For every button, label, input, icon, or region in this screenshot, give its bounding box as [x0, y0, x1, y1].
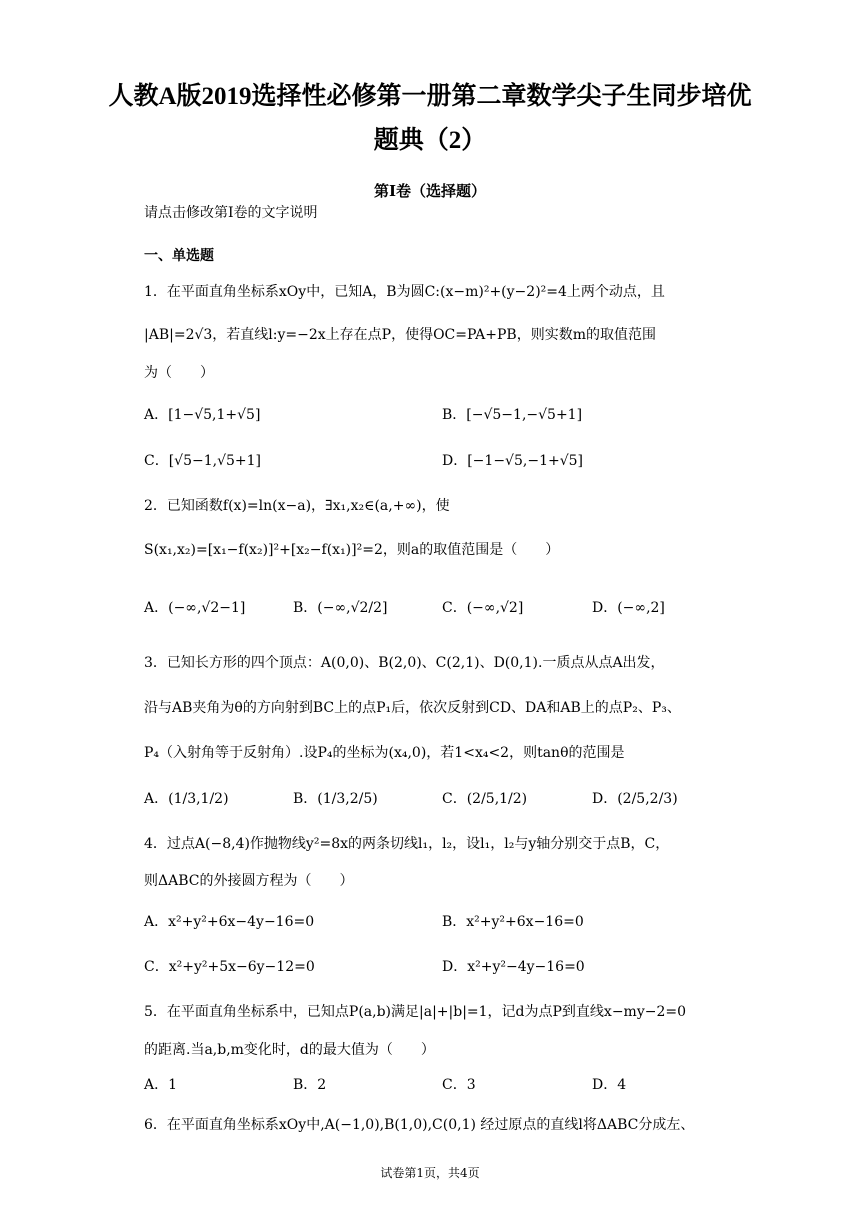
question-2-line-1: 2．已知函数f(x)=ln(x−a)，∃x₁,x₂∈(a,+∞)，使	[144, 498, 450, 514]
question-3-option-b: B．(1/3,2/5)	[293, 791, 378, 807]
question-1-option-a: A．[1−√5,1+√5]	[144, 407, 261, 423]
question-4-line-2: 则ΔABC的外接圆方程为（ ）	[144, 873, 354, 889]
question-2-option-a: A．(−∞,√2−1]	[144, 600, 246, 616]
page-footer: 试卷第1页，共4页	[380, 1166, 480, 1180]
question-3-line-3: P₄（入射角等于反射角）.设P₄的坐标为(x₄,0)，若1<x₄<2，则tanθ的范围是	[144, 745, 625, 761]
question-4-option-d: D．x²+y²−4y−16=0	[442, 959, 585, 975]
question-2-line-2: S(x₁,x₂)=[x₁−f(x₂)]²+[x₂−f(x₁)]²=2，则a的取值范围是（ ）	[144, 542, 560, 558]
question-4-option-b: B．x²+y²+6x−16=0	[442, 914, 584, 930]
question-5-line-2: 的距离.当a,b,m变化时，d的最大值为（ ）	[144, 1042, 435, 1058]
document-title-line1: 人教A版2019选择性必修第一册第二章数学尖子生同步培优	[108, 83, 752, 110]
question-3-option-d: D．(2/5,2/3)	[592, 791, 678, 807]
section-title: 一、单选题	[144, 248, 214, 264]
question-5-option-d: D．4	[592, 1077, 627, 1093]
question-4-option-a: A．x²+y²+6x−4y−16=0	[144, 914, 315, 930]
question-1-line-3: 为（ ）	[144, 365, 214, 381]
question-6-line-1: 6．在平面直角坐标系xOy中,A(−1,0),B(1,0),C(0,1) 经过原点的直线l将ΔABC分成左、	[144, 1117, 695, 1133]
question-3-option-a: A．(1/3,1/2)	[144, 791, 229, 807]
question-1-line-2: |AB|=2√3，若直线l:y=−2x上存在点P，使得OC=PA+PB，则实数m的取值范围	[144, 327, 656, 343]
question-1-option-d: D．[−1−√5,−1+√5]	[442, 453, 583, 469]
question-1-option-b: B．[−√5−1,−√5+1]	[442, 407, 583, 423]
question-3-line-1: 3．已知长方形的四个顶点：A(0,0)、B(2,0)、C(2,1)、D(0,1).一质点从点A出发，	[144, 655, 665, 671]
question-3-line-2: 沿与AB夹角为θ的方向射到BC上的点P₁后，依次反射到CD、DA和AB上的点P₂、P₃、	[144, 700, 681, 716]
document-title-line2: 题典（2）	[373, 127, 487, 154]
question-5-option-b: B．2	[293, 1077, 327, 1093]
question-2-option-b: B．(−∞,√2/2]	[293, 600, 388, 616]
question-3-option-c: C．(2/5,1/2)	[442, 791, 528, 807]
question-1-line-1: 1．在平面直角坐标系xOy中，已知A，B为圆C:(x−m)²+(y−2)²=4上两个动点，且	[144, 284, 665, 300]
question-5-option-a: A．1	[144, 1077, 178, 1093]
question-5-option-c: C．3	[442, 1077, 476, 1093]
question-5-line-1: 5．在平面直角坐标系中，已知点P(a,b)满足|a|+|b|=1，记d为点P到直线x−my−2=0	[144, 1004, 687, 1020]
question-2-option-c: C．(−∞,√2]	[442, 600, 524, 616]
volume-note[interactable]: 请点击修改第I卷的文字说明	[144, 205, 318, 221]
question-4-option-c: C．x²+y²+5x−6y−12=0	[144, 959, 315, 975]
volume-title: 第I卷（选择题）	[373, 182, 487, 200]
question-1-option-c: C．[√5−1,√5+1]	[144, 453, 262, 469]
question-4-line-1: 4．过点A(−8,4)作抛物线y²=8x的两条切线l₁，l₂，设l₁，l₂与y轴分别交于点B，C，	[144, 836, 670, 852]
question-2-option-d: D．(−∞,2]	[592, 600, 665, 616]
